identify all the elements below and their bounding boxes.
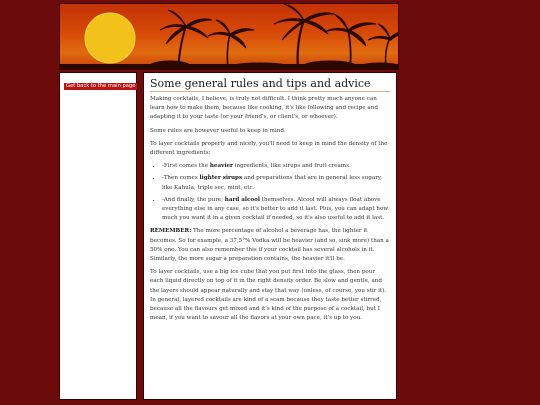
list-item: • -Then comes lighter sirups and preparations that are in general less sugary, like Kahula, triple sec, mint, etc. [162, 174, 390, 192]
remember-paragraph: REMEMBER: The more percentage of alcohol a beverage has, the lighter it becomes. So for example, a 37,5°% Vodka will be heavier (and so, sink more) than a 50% one. You can also remember this if your cocktail has several alcohols in it. Similarly, the more sugar a preparation contains, the heavier it'll be. [150, 228, 389, 263]
list-item: • -First comes the heavier ingredients, like sirups and fruit creams. [162, 162, 390, 171]
sidebar [59, 72, 137, 400]
sunset-palm-trees-icon [60, 4, 398, 69]
main-content [143, 72, 397, 400]
page-title: Some general rules and tips and advice [150, 77, 390, 92]
list-item: • -And finally, the pure, hard alcool themselves. Alcool will always float above everything else in any case, so it's better to add it last. Plus, you can adapt how much you want it in a given cocktail if needed, so it's also useful to add it last. [162, 196, 390, 224]
remember-label: REMEMBER: [150, 228, 192, 235]
density-list [150, 162, 390, 223]
layer-intro-paragraph: To layer cocktails properly and nicely, you'll need to keep in mind the density of the different ingredients: [150, 140, 388, 157]
header-banner [59, 3, 399, 70]
technique-paragraph: To layer cocktails, use a big ice cube that you put first into the glass, then pour each liquid directly on top of it in the right density order. Be slow and gentle, and the layers should appear naturally and stay that way (unless, of course, you stir it). In general, layered cocktails are kind of a scam because they taste better stirred, because all the flavours get mixed and it's kind of the purpose of a cocktail, but I mean, if you want to savour all the flavors at your own pace, it's up to you. [150, 269, 387, 322]
rules-note-paragraph: Some rules are however useful to keep in mind. [150, 127, 286, 134]
intro-paragraph: Making cocktails, I believe, is truly not difficult. I think pretty much anyone can learn how to make them, because like cooking, it's like following and recipe and adapting it to your taste (or your friend's, or client's, or whoever). [150, 96, 378, 121]
back-to-main-link[interactable]: Get back to the main page [66, 83, 136, 89]
